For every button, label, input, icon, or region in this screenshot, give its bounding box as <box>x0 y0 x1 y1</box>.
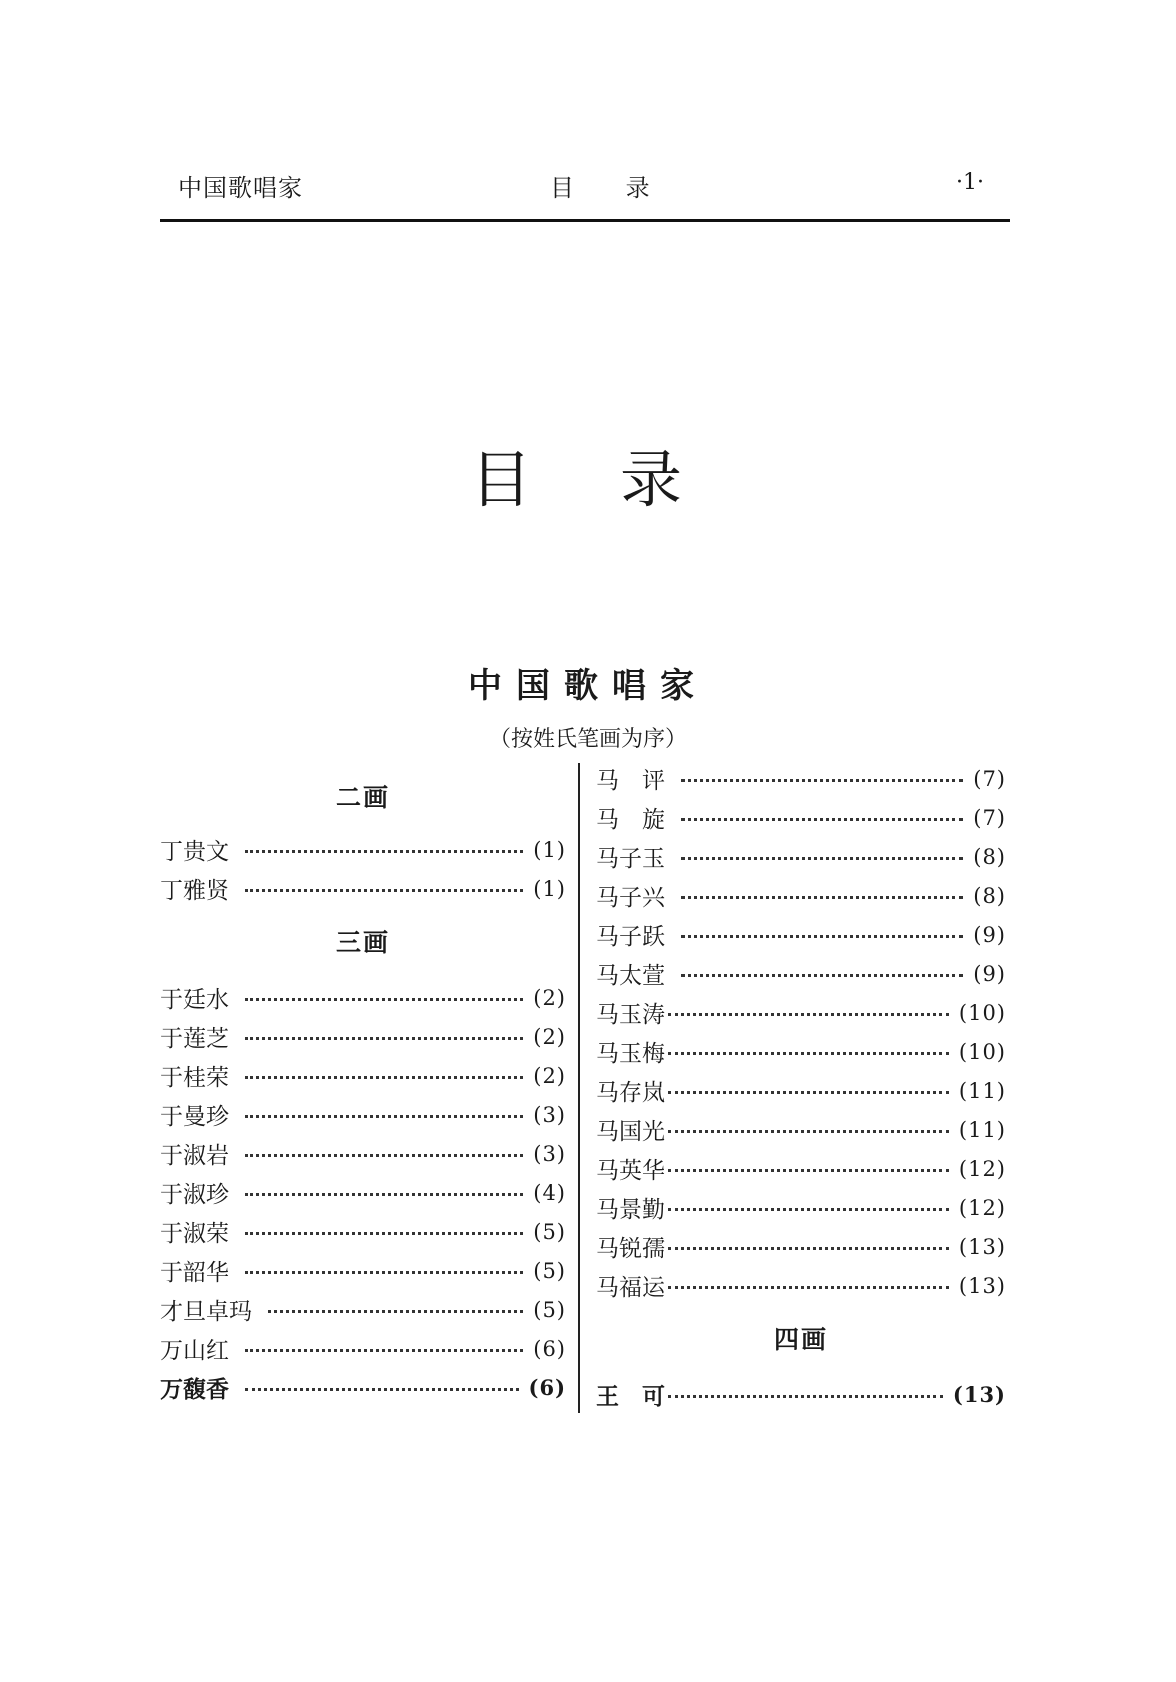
entry-name: 马 评 <box>596 768 665 794</box>
dot-leader <box>681 974 963 977</box>
entry-name: 才旦卓玛 <box>160 1299 252 1325</box>
toc-entry[interactable] <box>160 1368 566 1407</box>
entry-page: (10) <box>958 1039 1006 1064</box>
group-heading-2-strokes: 二画 <box>335 783 390 812</box>
entry-page: (5) <box>533 1297 566 1322</box>
entry-name: 万馥香 <box>160 1376 229 1403</box>
entry-name: 丁雅贤 <box>160 878 229 904</box>
entry-page: (9) <box>973 961 1006 986</box>
toc-entry[interactable] <box>596 1188 1006 1227</box>
dot-leader <box>245 998 523 1001</box>
toc-entry[interactable] <box>596 759 1006 798</box>
entry-page: (1) <box>533 876 566 901</box>
entry-page: (3) <box>533 1141 566 1166</box>
entry-name: 于淑岩 <box>160 1143 229 1169</box>
dot-leader <box>668 1286 949 1289</box>
dot-leader <box>245 1271 523 1274</box>
entry-name: 万山红 <box>160 1338 229 1364</box>
entry-page: (13) <box>958 1273 1006 1298</box>
dot-leader <box>245 1193 523 1196</box>
entry-page: (6) <box>533 1336 566 1361</box>
page-title: 目录 <box>470 443 771 516</box>
entry-page: (13) <box>952 1382 1006 1407</box>
dot-leader <box>245 1037 523 1040</box>
toc-entry[interactable] <box>596 837 1006 876</box>
toc-entry[interactable] <box>596 1032 1006 1071</box>
toc-entry[interactable] <box>596 1375 1006 1414</box>
entry-name: 马英华 <box>596 1158 665 1184</box>
entry-name: 马存岚 <box>596 1080 665 1106</box>
toc-entry[interactable] <box>160 978 566 1017</box>
dot-leader <box>245 1388 519 1391</box>
toc-entry[interactable] <box>596 1227 1006 1266</box>
entry-name: 丁贵文 <box>160 839 229 865</box>
dot-leader <box>245 1115 523 1118</box>
entry-page: (5) <box>533 1219 566 1244</box>
dot-leader <box>681 818 963 821</box>
toc-entry[interactable] <box>596 954 1006 993</box>
running-header <box>160 168 1010 208</box>
entry-page: (3) <box>533 1102 566 1127</box>
entry-page: (11) <box>958 1117 1006 1142</box>
toc-entry[interactable] <box>596 798 1006 837</box>
entry-name: 于韶华 <box>160 1260 229 1286</box>
toc-entry[interactable] <box>596 1149 1006 1188</box>
dot-leader <box>245 1154 523 1157</box>
toc-entry[interactable] <box>596 876 1006 915</box>
toc-entry[interactable] <box>160 1290 566 1329</box>
page-number: ·1· <box>956 170 984 195</box>
entry-name: 马玉梅 <box>596 1041 665 1067</box>
dot-leader <box>668 1130 949 1133</box>
entry-name: 于廷水 <box>160 987 229 1013</box>
running-header-book-title: 中国歌唱家 <box>178 174 303 202</box>
entry-page: (12) <box>958 1195 1006 1220</box>
entry-page: (8) <box>973 883 1006 908</box>
entry-name: 马景勤 <box>596 1197 665 1223</box>
toc-entry[interactable] <box>160 1095 566 1134</box>
toc-entry[interactable] <box>160 1329 566 1368</box>
toc-entry[interactable] <box>596 1110 1006 1149</box>
entry-name: 于桂荣 <box>160 1065 229 1091</box>
entry-page: (2) <box>533 1024 566 1049</box>
dot-leader <box>245 850 523 853</box>
toc-right-column <box>596 759 1006 1414</box>
toc-entry[interactable] <box>160 1017 566 1056</box>
dot-leader <box>668 1013 949 1016</box>
ordering-note: （按姓氏笔画为序） <box>488 727 687 752</box>
entry-name: 马玉涛 <box>596 1002 665 1028</box>
entry-name: 于曼珍 <box>160 1104 229 1130</box>
toc-entry[interactable] <box>160 1134 566 1173</box>
toc-entry[interactable] <box>160 869 566 908</box>
entry-page: (6) <box>528 1375 566 1400</box>
header-rule <box>160 219 1010 222</box>
dot-leader <box>268 1310 523 1313</box>
dot-leader <box>668 1247 949 1250</box>
dot-leader <box>681 896 963 899</box>
entry-name: 马锐孺 <box>596 1236 665 1262</box>
entry-page: (4) <box>533 1180 566 1205</box>
entry-page: (2) <box>533 985 566 1010</box>
dot-leader <box>668 1208 949 1211</box>
toc-entry[interactable] <box>596 1071 1006 1110</box>
entry-name: 马太萱 <box>596 963 665 989</box>
entry-name: 于淑珍 <box>160 1182 229 1208</box>
dot-leader <box>245 889 523 892</box>
entry-name: 马国光 <box>596 1119 665 1145</box>
entry-page: (12) <box>958 1156 1006 1181</box>
entry-page: (13) <box>958 1234 1006 1259</box>
dot-leader <box>245 1076 523 1079</box>
toc-entry[interactable] <box>596 993 1006 1032</box>
dot-leader <box>681 857 963 860</box>
dot-leader <box>668 1169 949 1172</box>
dot-leader <box>681 779 963 782</box>
entry-name: 马福运 <box>596 1275 665 1301</box>
toc-left-column <box>160 770 566 1407</box>
entry-name: 马子玉 <box>596 846 665 872</box>
entry-page: (11) <box>958 1078 1006 1103</box>
toc-entry[interactable] <box>596 1266 1006 1305</box>
entry-page: (7) <box>973 805 1006 830</box>
entry-name: 马子跃 <box>596 924 665 950</box>
entry-page: (9) <box>973 922 1006 947</box>
column-divider <box>578 763 580 1413</box>
dot-leader <box>245 1232 523 1235</box>
dot-leader <box>668 1052 949 1055</box>
entry-page: (8) <box>973 844 1006 869</box>
entry-page: (1) <box>533 837 566 862</box>
entry-name: 王 可 <box>596 1383 665 1410</box>
entry-page: (2) <box>533 1063 566 1088</box>
group-heading-4-strokes: 四画 <box>773 1325 828 1354</box>
entry-page: (7) <box>973 766 1006 791</box>
dot-leader <box>668 1091 949 1094</box>
toc-entry[interactable] <box>160 1173 566 1212</box>
toc-entry[interactable] <box>160 1212 566 1251</box>
entry-name: 于莲芝 <box>160 1026 229 1052</box>
entry-name: 马子兴 <box>596 885 665 911</box>
group-heading-3-strokes: 三画 <box>335 928 390 957</box>
entry-name: 马 旋 <box>596 807 665 833</box>
toc-entry[interactable] <box>160 830 566 869</box>
toc-entry[interactable] <box>160 1056 566 1095</box>
dot-leader <box>681 935 963 938</box>
toc-entry[interactable] <box>160 1251 566 1290</box>
entry-page: (5) <box>533 1258 566 1283</box>
entry-page: (10) <box>958 1000 1006 1025</box>
toc-entry[interactable] <box>596 915 1006 954</box>
dot-leader <box>668 1395 943 1398</box>
running-header-section: 目 录 <box>550 174 672 202</box>
section-title: 中国歌唱家 <box>468 666 708 706</box>
dot-leader <box>245 1349 523 1352</box>
entry-name: 于淑荣 <box>160 1221 229 1247</box>
